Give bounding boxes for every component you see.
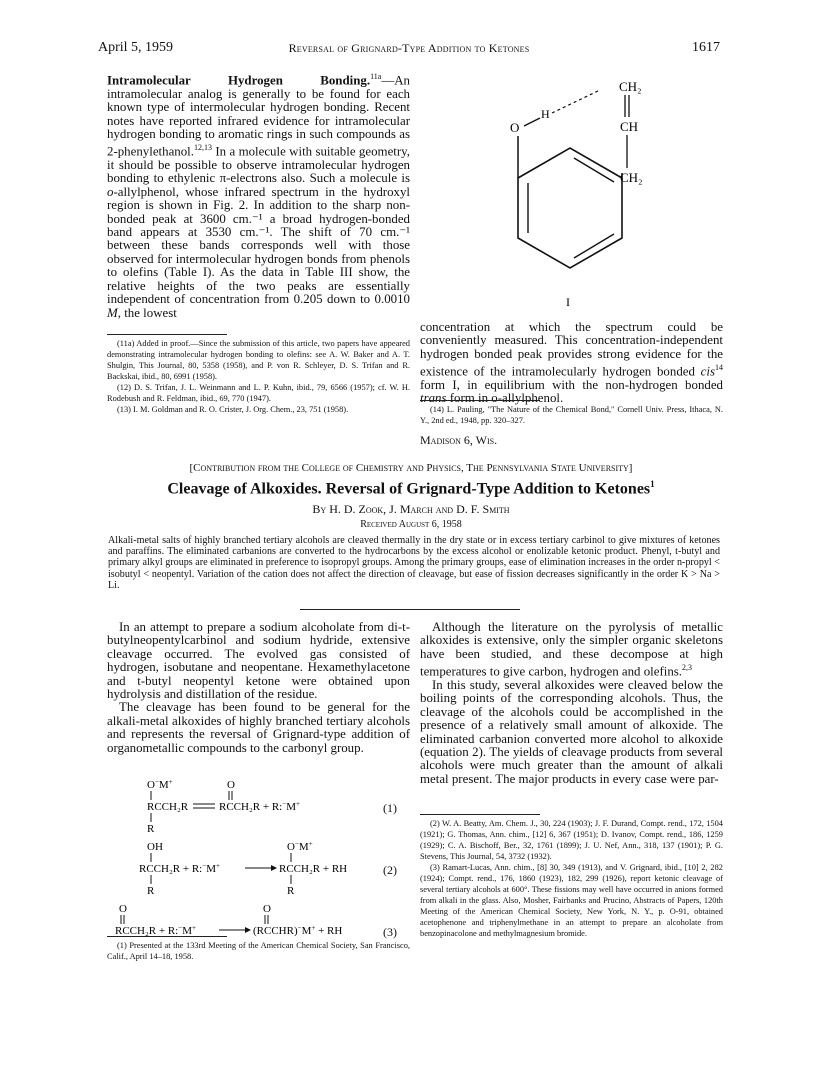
svg-text:RCCH₂R + R:−M+: RCCH₂R + R:−M+ — [219, 800, 300, 813]
body-left — [107, 621, 410, 755]
italic-run: trans — [420, 391, 447, 406]
svg-text:R: R — [287, 885, 295, 897]
body-right-p1 — [420, 621, 723, 679]
text-run: form in o-allylphenol. — [446, 391, 564, 406]
body-right-p2: In this study, several alkoxides were cleaved below the boiling points of the corresponding alcohols. Thus, the cleavage of the alcohols could be accomplished in the presence of a relatively small amount of alkoxide. The eliminated carbanion converted more alcohol to alkoxide (equation 2). The yields of cleavage products from several alcohols were much greater than the amount of alkali metal present. The major products in every case were par- — [420, 677, 723, 786]
svg-text:O−M+: O−M+ — [147, 778, 173, 791]
structure-diagram — [470, 68, 670, 318]
equation-number-1: (1) — [383, 801, 397, 815]
italic-run: cis — [700, 364, 715, 379]
svg-text:O: O — [263, 903, 271, 915]
ref-mark: 14 — [715, 363, 723, 373]
italic-run: o — [107, 184, 114, 199]
title-text: Cleavage of Alkoxides. Reversal of Grignard-Type Addition to Ketones — [167, 480, 651, 498]
header-date: April 5, 1959 — [98, 40, 174, 55]
svg-text:R: R — [147, 885, 155, 897]
benzene-ring — [518, 148, 622, 268]
svg-text:R: R — [147, 823, 155, 835]
title-ref: 1 — [650, 479, 655, 489]
ch2-bottom-label: CH₂ — [620, 170, 643, 185]
body-left-p1: In an attempt to prepare a sodium alcoholate from di-t-butylneopentylcarbinol and sodium hydride, extensive cleavage occurred. The evolved gas consisted of hydrogen, isobutane and neopentane. Hexamethylacetone and t-butyl neopentyl ketone were obtained upon hydrolysis and distillation of the residue. — [107, 620, 410, 702]
footnote-1-text: (1) Presented at the 133rd Meeting of the American Chemical Society, San Francisco, Calif., April 14–18, 1958. — [107, 941, 410, 961]
body-right-footnotes — [420, 818, 723, 939]
equation-number-3: (3) — [383, 925, 397, 939]
svg-text:RCCH₂R + RH: RCCH₂R + RH — [279, 863, 348, 875]
running-header — [98, 40, 720, 60]
svg-text:RCCH₂R: RCCH₂R — [147, 801, 189, 813]
body-left-p2: The cleavage has been found to be general for the alkali-metal alkoxides of highly branched tertiary alcohols and represents the reversal of Grignard-type addition of organometallic compounds to the carbonyl group. — [107, 700, 410, 755]
body-right — [420, 621, 723, 786]
text-run: In a molecule with suitable geometry, it should be possible to observe intramolecular hydrogen bonding to ethylenic π-electrons also. Such a molecule is — [107, 144, 410, 186]
oxygen-label: O — [510, 120, 520, 135]
text-run: , the lowest — [117, 305, 177, 320]
address: Madison 6, Wis. — [420, 433, 498, 447]
structure-number: I — [566, 295, 570, 309]
italic-run: M — [107, 305, 118, 320]
top-right-text — [420, 321, 723, 406]
equation-number-2: (2) — [383, 863, 397, 877]
footnote-1 — [107, 940, 410, 962]
abstract: Alkali-metal salts of highly branched tertiary alcohols are cleaved thermally in the dry state or in excess tertiary carbinol to give mixtures of ketones and paraffins. The eliminated carbanions are converted to the hydrocarbons by the excess alcohol or enolizable ketonic product. Phenyl, t-butyl and primary alkyl groups are eliminated in preference to isopropyl groups. Among the primary groups, ease of elimination increases in the order n-propyl < isobutyl < neopentyl. Variation of the cation does not affect the direction of cleavage, but ease of fission decreases significantly in the order K > Na > Li. — [108, 535, 720, 591]
text-run: concentration at which the spectrum could be conveniently measured. This concentration-independent hydrogen bonded peak provides strong evidence for the existence of the intramolecularly hydrogen bonded — [420, 320, 723, 379]
ref-mark: 2,3 — [682, 663, 693, 673]
text-run: Although the literature on the pyrolysis of metallic alkoxides is extensive, only the simpler organic skeletons have been studied, and these decompose at high temperatures to give carbon, hydrogen and olefins. — [420, 620, 723, 679]
abstract-rule — [300, 609, 520, 610]
svg-text:OH: OH — [147, 841, 163, 853]
text-run: —An intramolecular analog is generally to be found for each known type of intermolecular hydrogen bonding. Recent notes have reported infrared evidence for intramolecular hydrogen bonding to aromatic rings in such compounds as 2-phenylethanol. — [107, 73, 410, 159]
section-heading: Intramolecular Hydrogen Bonding. — [107, 73, 371, 88]
top-left-footnotes — [107, 338, 410, 415]
hydrogen-label: H — [541, 107, 550, 121]
svg-text:O−M+: O−M+ — [287, 840, 313, 853]
ref-mark: 12,13 — [194, 143, 212, 153]
footnote-2: (2) W. A. Beatty, Am. Chem. J., 30, 224 (1903); J. F. Durand, Compt. rend., 172, 1504 (1921); G. Thomas, Ann. chim., [12] 6, 367 (1951); D. Ivanov, Compt. rend., 186, 1259 (1929); C. A. Bischoff, Ber., 32, 1761 (1899); J. U. Nef, Ann., 318, 137 (1901); P. G. Stevens, This Journal, 54, 3732 (1932). — [420, 819, 723, 861]
intramolecular-section — [107, 70, 410, 320]
text-run: -allylphenol, whose infrared spectrum in the hydroxyl region is shown in Fig. 2. In addition to the sharp non-bonded peak at 3600 cm.⁻¹ a broad hydrogen-bonded band appears at 3530 cm.⁻¹. The shift of 70 cm.⁻¹ between these bands corresponds well with those observed for intermolecular hydrogen bonds from phenols to olefins (Table I). As the data in Table III show, the relative heights of the two peaks are essentially independent of concentration from 0.205 down to 0.0010 — [107, 184, 410, 307]
footnote-14 — [420, 404, 723, 426]
running-title: Reversal of Grignard-Type Addition to Ketones — [288, 41, 530, 55]
footnote-3: (3) Ramart-Lucas, Ann. chim., [8] 30, 349 (1913), and V. Grignard, ibid., [10] 2, 282 (1924); Compt. rend., 176, 1860 (1923), 182, 299 (1926), report ketonic cleavage of several tertiary alcohols at 600°. These fissions may well have occurred in anions formed from alkali in the glass. Also, Mosher, Fairbanks and Prucino, Abstracts of Papers, 120th Meeting of the American Chemical Society, New York, N. Y., p. O-91, obtained acetophenone and triphenylmethane in an attempt to prepare an alcoholate from benzopinacolone and methylmagnesium bromide. — [420, 863, 723, 938]
svg-text:O: O — [227, 779, 235, 791]
footnote-12: (12) D. S. Trifan, J. L. Weinmann and L. P. Kuhn, ibid., 79, 6566 (1957); cf. W. H. Rodebush and R. Feldman, ibid., 69, 770 (1947). — [107, 383, 410, 403]
footnote-13: (13) I. M. Goldman and R. O. Crister, J. Org. Chem., 23, 751 (1958). — [117, 405, 349, 414]
footnote-14-text: (14) L. Pauling, "The Nature of the Chemical Bond," Cornell Univ. Press, Ithaca, N. Y., 2nd ed., 1948, pp. 320–327. — [420, 405, 723, 425]
footnote-11a: (11a) Added in proof.—Since the submission of this article, two papers have appeared demonstrating intramolecular hydrogen bonding to olefins: see A. W. Baker and A. T. Shulgin, This Journal, 80, 5358 (1958), and P. von R. Schleyer, D. S. Trifan and R. Backskai, ibid., 80, 6991 (1958). — [107, 339, 410, 381]
page-number: 1617 — [692, 40, 720, 55]
contribution-line: [Contribution from the College of Chemistry and Physics, The Pennsylvania State University] — [189, 462, 633, 474]
ch2-top-label: CH₂ — [619, 79, 642, 94]
cis-paragraph — [420, 321, 723, 406]
svg-text:(RCCHR)−M+ + RH: (RCCHR)−M+ + RH — [253, 924, 343, 937]
svg-text:O: O — [119, 903, 127, 915]
heading-ref: 11a — [370, 72, 382, 81]
authors: By H. D. Zook, J. March and D. F. Smith — [312, 502, 510, 516]
received-date: Received August 6, 1958 — [360, 519, 462, 530]
article-title — [100, 479, 722, 498]
text-run: form I, in equilibrium with the non-hydrogen bonded — [420, 377, 723, 392]
svg-text:RCCH₂R + R:−M+: RCCH₂R + R:−M+ — [115, 924, 196, 937]
svg-text:RCCH₂R + R:−M+: RCCH₂R + R:−M+ — [139, 862, 220, 875]
ch-label: CH — [620, 119, 639, 134]
intramolecular-paragraph — [107, 70, 410, 320]
